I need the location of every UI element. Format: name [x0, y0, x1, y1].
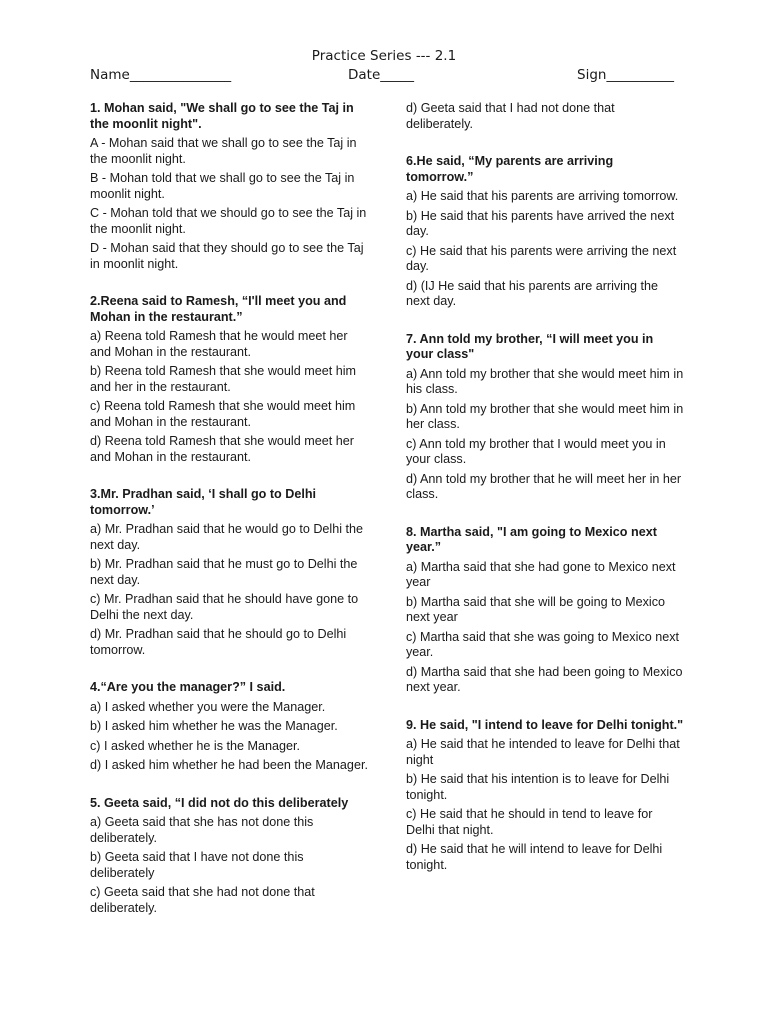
question-1	[90, 101, 368, 272]
left-column	[90, 101, 368, 920]
question-9	[406, 718, 684, 874]
option-c: c) He said that his parents were arriving the next day.	[406, 243, 677, 273]
option-b: B - Mohan told that we shall go to see the Taj in moonlit night.	[90, 171, 355, 201]
question-4	[90, 680, 368, 774]
option-d: d) (IJ He said that his parents are arriving the next day.	[406, 278, 658, 308]
date-field: Date_____	[348, 67, 415, 83]
option-a: a) He said that his parents are arriving tomorrow.	[406, 189, 679, 203]
option-d: d) Reena told Ramesh that she would meet her and Mohan in the restaurant.	[90, 434, 354, 464]
question-7	[406, 332, 684, 503]
question-text: 6.He said, “My parents are arriving tomorrow.”	[406, 154, 614, 184]
option-a: a) Reena told Ramesh that he would meet her and Mohan in the restaurant.	[90, 329, 348, 359]
option-c: c) Geeta said that she had not done that deliberately.	[90, 885, 315, 915]
option-c: c) I asked whether he is the Manager.	[90, 738, 301, 753]
option-d: d) I asked him whether he had been the Manager.	[90, 758, 368, 772]
option-b: b) He said that his intention is to leave for Delhi tonight.	[406, 772, 670, 802]
option-c: C - Mohan told that we should go to see the Taj in the moonlit night.	[90, 206, 367, 236]
option-c: c) Ann told my brother that I would meet you in your class.	[406, 436, 666, 466]
option-a: a) Geeta said that she has not done this deliberately.	[90, 815, 314, 845]
question-5	[90, 796, 368, 917]
option-c: c) Reena told Ramesh that she would meet him and Mohan in the restaurant.	[90, 399, 356, 429]
option-a: a) Ann told my brother that she would meet him in his class.	[406, 366, 684, 396]
option-c: c) Mr. Pradhan said that he should have gone to Delhi the next day.	[90, 592, 359, 622]
question-text: 1. Mohan said, "We shall go to see the Taj in the moonlit night".	[90, 101, 354, 131]
option-b: b) Ann told my brother that she would meet him in her class.	[406, 401, 684, 431]
option-a: A - Mohan said that we shall go to see the Taj in the moonlit night.	[90, 136, 357, 166]
sign-field: Sign__________	[577, 67, 674, 83]
option-d: d) Martha said that she had been going to Mexico next year.	[406, 664, 683, 694]
option-b: b) Mr. Pradhan said that he must go to Delhi the next day.	[90, 557, 358, 587]
question-2	[90, 294, 368, 465]
right-column	[406, 101, 684, 877]
option-a: a) Martha said that she had gone to Mexico next year	[406, 559, 676, 589]
option-c: c) He said that he should in tend to leave for Delhi that night.	[406, 807, 653, 837]
option-b: b) I asked him whether he was the Manager.	[90, 719, 338, 733]
question-6	[406, 154, 684, 310]
option-b: b) Geeta said that I have not done this deliberately	[90, 850, 304, 880]
question-text: 9. He said, "I intend to leave for Delhi tonight."	[406, 717, 684, 732]
question-text: 5. Geeta said, “I did not do this deliberately	[90, 795, 349, 810]
question-text: 3.Mr. Pradhan said, ‘I shall go to Delhi tomorrow.’	[90, 487, 317, 517]
name-field: Name_______________	[90, 67, 232, 83]
question-text: 7. Ann told my brother, “I will meet you in your class"	[406, 331, 654, 361]
question-text: 8. Martha said, "I am going to Mexico next year.”	[406, 524, 657, 554]
option-d: d) Ann told my brother that he will meet her in her class.	[406, 471, 682, 501]
option-a: a) I asked whether you were the Manager.	[90, 699, 326, 714]
question-text: 4.“Are you the manager?” I said.	[90, 680, 286, 694]
worksheet-title: Practice Series --- 2.1	[311, 48, 457, 64]
option-b: b) Martha said that she will be going to Mexico next year	[406, 594, 666, 624]
option-b: b) He said that his parents have arrived the next day.	[406, 208, 675, 238]
option-b: b) Reena told Ramesh that she would meet him and her in the restaurant.	[90, 364, 357, 394]
option-d: d) He said that he will intend to leave for Delhi tonight.	[406, 842, 663, 872]
option-d: D - Mohan said that they should go to see the Taj in moonlit night.	[90, 241, 364, 271]
option-a: a) He said that he intended to leave for Delhi that night	[406, 737, 680, 767]
question-3	[90, 487, 368, 658]
question-8	[406, 525, 684, 696]
option-a: a) Mr. Pradhan said that he would go to Delhi the next day.	[90, 522, 364, 552]
question-text: 2.Reena said to Ramesh, “I'll meet you and Mohan in the restaurant.”	[90, 294, 347, 324]
option-d: d) Geeta said that I had not done that deliberately.	[406, 101, 615, 131]
option-c: c) Martha said that she was going to Mexico next year.	[406, 629, 679, 659]
option-d: d) Mr. Pradhan said that he should go to Delhi tomorrow.	[90, 627, 347, 657]
